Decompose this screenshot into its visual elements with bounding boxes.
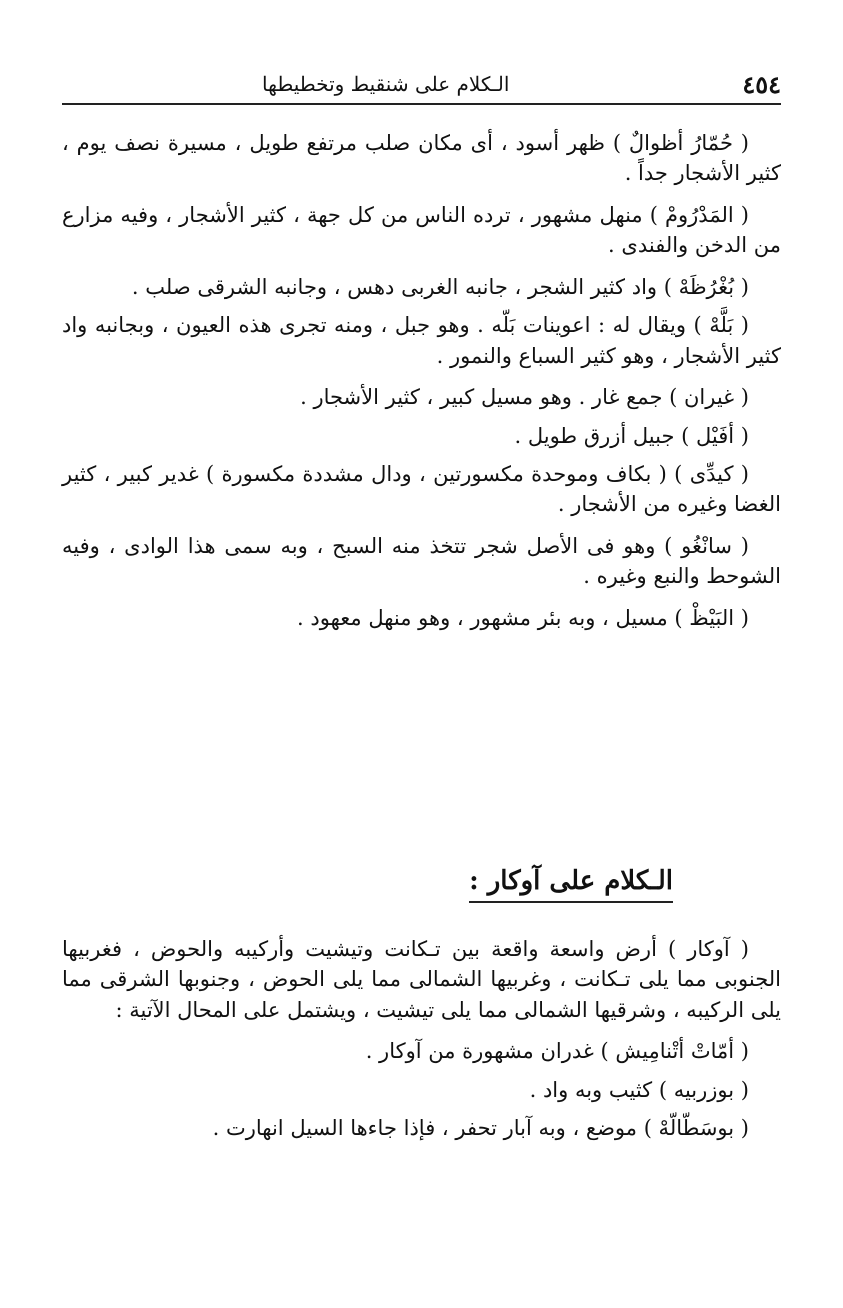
paragraph: ( بوزربيه ) كثيب وبه واد . <box>529 1077 749 1102</box>
paragraph: ( بَلَّهْ ) ويقال له : اعوينات بَلّه . وهو جبل ، ومنه تجرى هذه العيون ، وبجانبه واد كثير الأشجار ، وهو كثير السباع والنمور . <box>62 313 781 368</box>
page-header <box>62 68 781 100</box>
header-rule <box>62 103 781 105</box>
paragraph: ( بُغْرُظَهْ ) واد كثير الشجر ، جانبه الغربى دهس ، وجانبه الشرقى صلب . <box>131 274 749 299</box>
paragraph: ( أمّاتْ أتْنامِيش ) غدران مشهورة من آوكار . <box>365 1039 749 1064</box>
paragraph: ( البَيْظْ ) مسيل ، وبه بئر مشهور ، وهو منهل معهود . <box>297 605 749 630</box>
section-heading: الـكلام على آوكار : <box>469 866 673 903</box>
paragraph: ( بوسَطّالّهْ ) موضع ، وبه آبار تحفر ، فإذا جاءها السيل انهارت . <box>212 1116 749 1141</box>
paragraph: ( حُمّارُ أظوالٌ ) ظهر أسود ، أى مكان صلب مرتفع طويل ، مسيرة نصف يوم ، كثير الأشجار جداً . <box>62 131 781 186</box>
body-text-section-2 <box>62 934 781 1152</box>
paragraph: ( آوكار ) أرض واسعة واقعة بين تـكانت وتيشيت وأركيبه والحوض ، فغربيها الجنوبى مما يلى تـكانت ، وغربيها الشمالى مما يلى الحوض ، وجنوبها الشرقى مما يلى الركيبه ، وشرقيها الشمالى مما يلى تيشيت ، ويشتمل على المحال الآتية : <box>62 937 781 1022</box>
paragraph: ( كيدِّى ) ( بكاف وموحدة مكسورتين ، ودال مشددة مكسورة ) غدير كبير ، كثير الغضا وغيره من الأشجار . <box>62 461 781 517</box>
body-text-section-1 <box>62 128 781 644</box>
running-title: الـكلام على شنقيط وتخطيطها <box>262 72 510 96</box>
paragraph: ( غيران ) جمع غار . وهو مسيل كبير ، كثير الأشجار . <box>300 385 749 410</box>
paragraph: ( سانْغُو ) وهو فى الأصل شجر تتخذ منه السبح ، وبه سمى هذا الوادى ، وفيه الشوحط والنبع وغيره . <box>62 533 781 589</box>
paragraph: ( أفَيْل ) جبيل أزرق طويل . <box>514 423 749 448</box>
paragraph: ( المَدْرُومْ ) منهل مشهور ، ترده الناس من كل جهة ، كثير الأشجار ، وفيه مزارع من الدخن والفندى . <box>62 202 781 258</box>
section-heading-wrap <box>469 866 673 903</box>
page-number: ٤٥٤ <box>742 69 781 99</box>
